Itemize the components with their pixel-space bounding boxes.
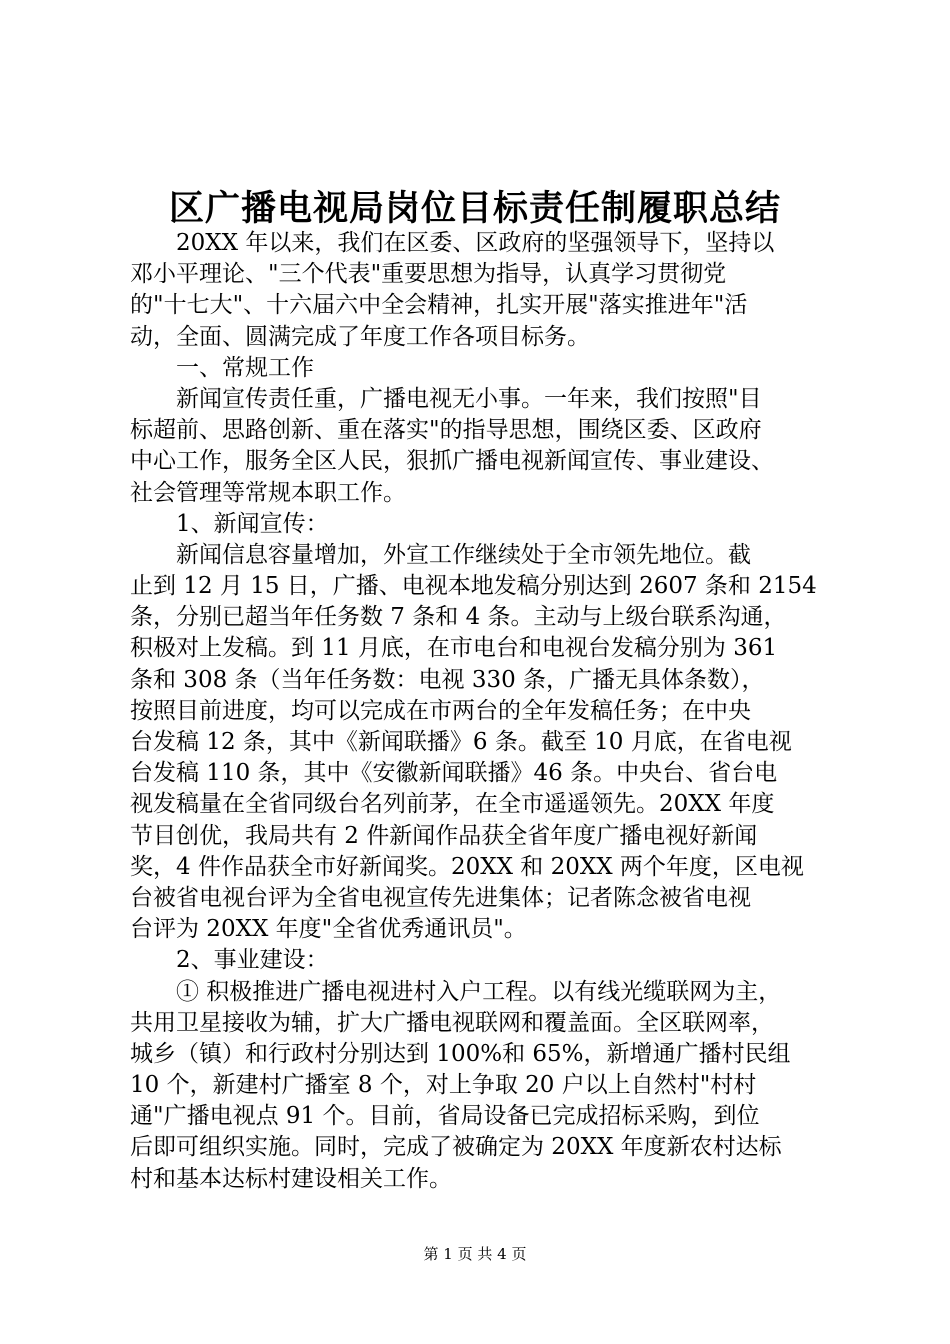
body-line: 邓小平理论、"三个代表"重要思想为指导，认真学习贯彻党 [130,261,727,288]
body-line: 通"广播电视点 91 个。目前，省局设备已完成招标采购，到位 [130,1103,760,1130]
body-line: 10 个，新建村广播室 8 个，对上争取 20 户以上自然村"村村 [130,1072,757,1099]
body-line: 新闻信息容量增加，外宣工作继续处于全市领先地位。截 [176,541,751,568]
document-body [130,228,845,1195]
page-footer: 第 1 页 共 4 页 [423,1245,527,1263]
body-line: 台评为 20XX 年度"全省优秀通讯员"。 [130,916,527,943]
body-line: 奖，4 件作品获全市好新闻奖。20XX 和 20XX 两个年度，区电视 [130,853,804,880]
body-line: 台发稿 12 条，其中《新闻联播》6 条。截至 10 月底，在省电视 [130,729,792,755]
body-line: 动，全面、圆满完成了年度工作各项目标务。 [130,323,590,350]
body-line: 共用卫星接收为辅，扩大广播电视联网和覆盖面。全区联网率， [130,1009,774,1036]
body-line: 视发稿量在全省同级台名列前茅，在全市遥遥领先。20XX 年度 [130,791,775,818]
body-line: 台被省电视台评为全省电视宣传先进集体；记者陈念被省电视 [130,884,751,911]
body-line: 社会管理等常规本职工作。 [130,479,406,506]
body-line: 2、事业建设： [176,947,329,974]
body-line: 条，分别已超当年任务数 7 条和 4 条。主动与上级台联系沟通， [130,604,787,631]
body-line: 中心工作，服务全区人民，狠抓广播电视新闻宣传、事业建设、 [130,448,774,475]
body-line: 积极对上发稿。到 11 月底，在市电台和电视台发稿分别为 361 [130,635,778,662]
body-line: 城乡（镇）和行政村分别达到 100%和 65%，新增通广播村民组 [130,1040,791,1067]
body-line: 按照目前进度，均可以完成在市两台的全年发稿任务；在中央 [130,697,751,724]
body-line: 新闻宣传责任重，广播电视无小事。一年来，我们按照"目 [176,385,762,412]
body-line: 1、新闻宣传： [176,510,329,537]
body-line: 标超前、思路创新、重在落实"的指导思想，围绕区委、区政府 [130,417,762,444]
body-line: 20XX 年以来，我们在区委、区政府的坚强领导下，坚持以 [176,230,775,256]
body-line: 的"十七大"、十六届六中全会精神，扎实开展"落实推进年"活 [130,292,748,319]
body-line: 一、常规工作 [176,354,314,381]
body-line: ① 积极推进广播电视进村入户工程。以有线光缆联网为主， [176,978,782,1005]
document-title: 区广播电视局岗位目标责任制履职总结 [168,188,781,229]
body-line: 台发稿 110 条，其中《安徽新闻联播》46 条。中央台、省台电 [130,760,778,787]
body-line: 后即可组织实施。同时，完成了被确定为 20XX 年度新农村达标 [130,1134,782,1161]
body-line: 节目创优，我局共有 2 件新闻作品获全省年度广播电视好新闻 [130,822,758,849]
body-line: 条和 308 条（当年任务数：电视 330 条，广播无具体条数）， [130,666,765,693]
body-line: 村和基本达标村建设相关工作。 [130,1165,452,1192]
body-line: 止到 12 月 15 日，广播、电视本地发稿分别达到 2607 条和 2154 [130,573,817,600]
